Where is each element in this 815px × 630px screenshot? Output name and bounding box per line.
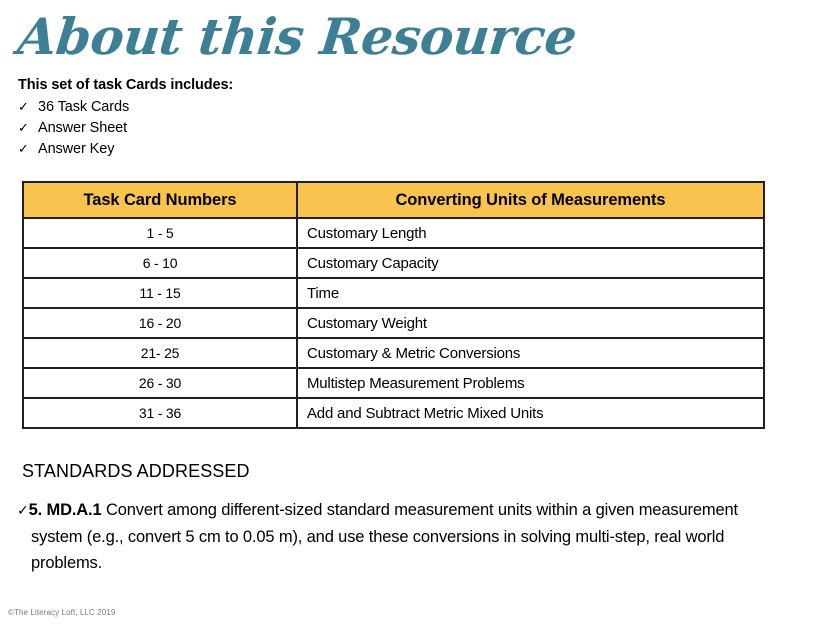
column-header-task-card-numbers: Task Card Numbers xyxy=(23,182,297,218)
cell-task-card-numbers: 21- 25 xyxy=(23,338,297,368)
cell-topic: Customary & Metric Conversions xyxy=(297,338,764,368)
standard-code: 5. MD.A.1 xyxy=(28,501,102,519)
cell-task-card-numbers: 11 - 15 xyxy=(23,278,297,308)
cell-topic: Customary Capacity xyxy=(297,248,764,278)
cell-topic: Customary Length xyxy=(297,218,764,248)
list-item xyxy=(18,139,438,160)
standard-item-body xyxy=(17,497,777,576)
list-item-label: Answer Sheet xyxy=(38,120,128,136)
cell-topic: Multistep Measurement Problems xyxy=(297,368,764,398)
table-row xyxy=(23,218,764,248)
list-item xyxy=(18,118,438,139)
copyright-footer: ©The Literacy Loft, LLC 2019 xyxy=(8,608,116,617)
task-card-table xyxy=(22,181,765,429)
list-item-label: Answer Key xyxy=(38,141,115,157)
cell-task-card-numbers: 1 - 5 xyxy=(23,218,297,248)
table-body xyxy=(23,218,764,428)
check-icon: ✓ xyxy=(18,142,29,157)
standard-text: Convert among different-sized standard measurement units within a given measurement system (e.g., convert 5 cm to 0.05 m), and use these conversions in solving multi-step, real world problems. xyxy=(31,501,738,572)
table-row xyxy=(23,398,764,428)
standards-heading: STANDARDS ADDRESSED xyxy=(22,461,250,481)
table-row xyxy=(23,338,764,368)
intro-heading: This set of task Cards includes: xyxy=(18,77,234,93)
list-item xyxy=(18,97,438,118)
cell-task-card-numbers: 26 - 30 xyxy=(23,368,297,398)
table-row xyxy=(23,278,764,308)
table-header xyxy=(23,182,764,218)
table-row xyxy=(23,368,764,398)
cell-task-card-numbers: 6 - 10 xyxy=(23,248,297,278)
intro-block xyxy=(18,76,438,160)
check-icon: ✓ xyxy=(18,121,29,136)
standard-item xyxy=(17,497,777,576)
cell-topic: Time xyxy=(297,278,764,308)
table-header-row xyxy=(23,182,764,218)
list-item-label: 36 Task Cards xyxy=(38,99,130,115)
table-row xyxy=(23,308,764,338)
check-icon: ✓ xyxy=(18,100,29,115)
check-icon: ✓ xyxy=(17,503,29,519)
intro-list xyxy=(18,97,438,160)
table-row xyxy=(23,248,764,278)
column-header-converting-units: Converting Units of Measurements xyxy=(297,182,764,218)
cell-topic: Customary Weight xyxy=(297,308,764,338)
cell-task-card-numbers: 31 - 36 xyxy=(23,398,297,428)
cell-task-card-numbers: 16 - 20 xyxy=(23,308,297,338)
page-title: About this Resource xyxy=(14,7,580,66)
cell-topic: Add and Subtract Metric Mixed Units xyxy=(297,398,764,428)
